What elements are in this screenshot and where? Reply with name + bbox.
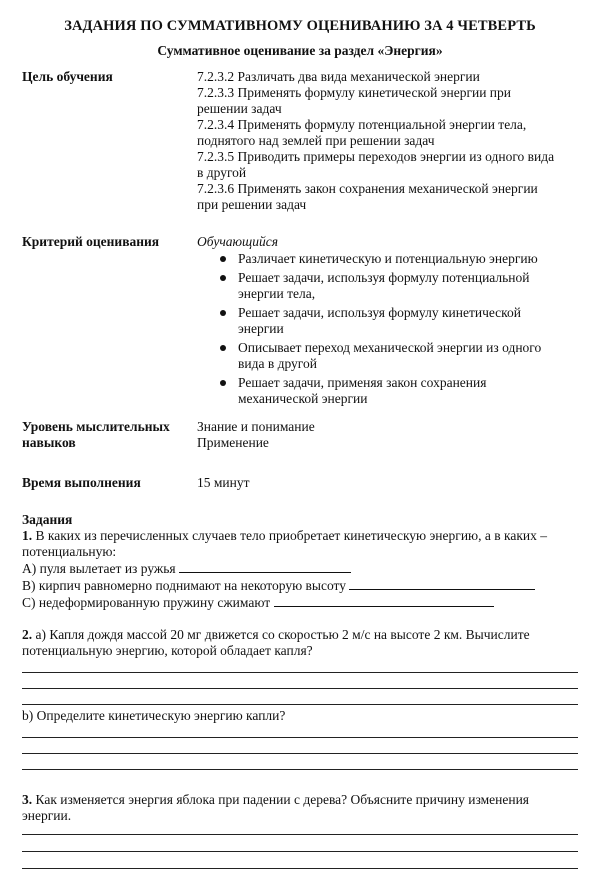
task-1-text-cont: потенциальную: [22,544,117,559]
answer-line[interactable] [22,688,578,689]
task-number: 1. [22,528,33,543]
task-2a-text-cont: потенциальную энергию, которой обладает капля? [22,643,313,658]
goal-line: в другой [197,165,247,180]
goals-label: Цель обучения [22,69,113,84]
answer-blank[interactable] [274,594,494,607]
thinking-label: Уровень мыслительных навыков [22,419,170,450]
answer-blank[interactable] [349,577,535,590]
answer-blank[interactable] [179,560,351,573]
answer-line[interactable] [22,704,578,705]
answer-line[interactable] [22,753,578,754]
answer-line[interactable] [22,834,578,835]
goal-line: 7.2.3.2 Различать два вида механической энергии [197,69,480,84]
tasks-heading: Задания [22,512,73,527]
task-number: 3. [22,792,33,807]
criteria-item: Описывает переход механической энергии из одного вида в другой [217,340,577,372]
goals-list [197,69,587,213]
task-2a [22,627,578,659]
task-1-option-b: В) кирпич равномерно поднимают на некоторую высоту [22,577,578,594]
page-title: ЗАДАНИЯ ПО СУММАТИВНОМУ ОЦЕНИВАНИЮ ЗА 4 ЧЕТВЕРТЬ [64,18,536,34]
time-label: Время выполнения [22,475,141,490]
criteria-item: Различает кинетическую и потенциальную энергию [217,251,577,267]
criteria-label: Критерий оценивания [22,234,160,249]
criteria-list [217,251,577,410]
task-1-option-a: А) пуля вылетает из ружья [22,560,578,577]
task-1 [22,528,578,611]
criteria-item: Решает задачи, применяя закон сохранения механической энергии [217,375,577,407]
criteria-item: Решает задачи, используя формулу потенциальной энергии тела, [217,270,577,302]
task-number: 2. [22,627,33,642]
answer-line[interactable] [22,672,578,673]
criteria-intro: Обучающийся [197,234,279,249]
thinking-values: Знание и понимание Применение [197,419,315,450]
bullet-icon [220,345,226,351]
task-2b-text: b) Определите кинетическую энергию капли? [22,708,286,723]
task-2b [22,708,578,724]
bullet-icon [220,256,226,262]
task-3 [22,792,578,824]
task-2a-text: а) Капля дождя массой 20 мг движется со скоростью 2 м/с на высоте 2 км. Вычислите [35,627,530,642]
task-1-option-c: С) недеформированную пружину сжимают [22,594,578,611]
goal-line: 7.2.3.5 Приводить примеры переходов энергии из одного вида [197,149,555,164]
task-3-text: Как изменяется энергия яблока при падении с дерева? Объясните причину изменения [35,792,530,807]
section-subtitle: Суммативное оценивание за раздел «Энергия» [157,43,443,58]
goal-line: поднятого над землей при решении задач [197,133,435,148]
criteria-item: Решает задачи, используя формулу кинетической энергии [217,305,577,337]
task-3-text-cont: энергии. [22,808,72,823]
time-value: 15 минут [197,475,250,490]
goal-line: 7.2.3.3 Применять формулу кинетической энергии при [197,85,512,100]
answer-line[interactable] [22,769,578,770]
bullet-icon [220,275,226,281]
answer-line[interactable] [22,737,578,738]
bullet-icon [220,310,226,316]
task-1-text: В каких из перечисленных случаев тело приобретает кинетическую энергию, а в каких – [35,528,547,543]
answer-line[interactable] [22,851,578,852]
goal-line: 7.2.3.6 Применять закон сохранения механической энергии [197,181,538,196]
answer-line[interactable] [22,868,578,869]
goal-line: 7.2.3.4 Применять формулу потенциальной энергии тела, [197,117,527,132]
goal-line: при решении задач [197,197,307,212]
goal-line: решении задач [197,101,282,116]
bullet-icon [220,380,226,386]
